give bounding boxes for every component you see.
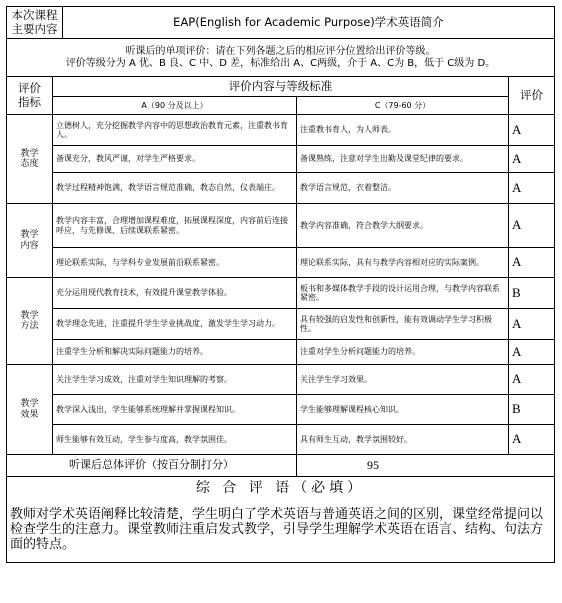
rating-cell[interactable]: B [509,395,555,425]
evaluation-form [6,6,555,563]
indicator-header: 评价 指标 [7,77,53,115]
criterion-c: 注重教书育人，为人师表。 [297,115,509,146]
grade-a-header: A（90 分及以上） [53,97,297,115]
rating-cell[interactable]: A [509,146,555,173]
criterion-a: 教学理念先进，注重提升学生学业挑战度，激发学生学习动力。 [53,309,297,340]
overall-score[interactable]: 95 [297,455,555,477]
criterion-c: 教学内容准确，符合教学大纲要求。 [297,204,509,248]
rating-cell[interactable]: B [509,278,555,309]
criterion-a: 师生能够有效互动，学生参与度高，教学氛围佳。 [53,425,297,455]
rating-cell[interactable]: A [509,309,555,340]
content-standard-header: 评价内容与等级标准 [53,77,509,97]
rating-cell[interactable]: A [509,204,555,248]
instructions [7,39,555,77]
course-label: 本次课程 主要内容 [7,7,63,39]
course-title: EAP(English for Academic Purpose)学术英语简介 [63,7,555,39]
criterion-c: 具有师生互动，教学氛围较好。 [297,425,509,455]
category-method: 教学 方法 [7,278,53,365]
rating-cell[interactable]: A [509,248,555,278]
criterion-c: 理论联系实际，具有与教学内容相对应的实际案例。 [297,248,509,278]
summary-title: 综 合 评 语（必填） [7,477,555,499]
criterion-a: 教学深入浅出，学生能够系统理解并掌握课程知识。 [53,395,297,425]
criterion-c: 教学语言规范，衣着整洁。 [297,173,509,204]
instruction-line-1: 听课后的单项评价：请在下列各题之后的相应评分位置给出评价等级。 [125,46,436,57]
criterion-c: 注重对学生分析问题能力的培养。 [297,340,509,365]
criterion-c: 备课熟练，注意对学生出勤及课堂纪律的要求。 [297,146,509,173]
grade-c-header: C（79-60 分） [297,97,509,115]
summary-text[interactable]: 教师对学术英语阐释比较清楚，学生明白了学术英语与普通英语之间的区别，课堂经常提问以检查学生的注意力。课堂教师注重启发式教学，引导学生理解学术英语在语言、结构、句法方面的特点。 [7,499,555,563]
criterion-a: 理论联系实际，与学科专业发展前沿联系紧密。 [53,248,297,278]
instruction-line-2: 评价等级分为 A 优、B 良、C 中、D 差，标准给出 A、C两级，介于 A、C为 B，低于 C级为 D。 [65,57,496,69]
criterion-c: 板书和多媒体教学手段的设计运用合理，与教学内容联系紧密。 [297,278,509,309]
category-attitude: 教学 态度 [7,115,53,204]
criterion-c: 学生能够理解课程核心知识。 [297,395,509,425]
rating-cell[interactable]: A [509,173,555,204]
rating-cell[interactable]: A [509,365,555,395]
criterion-a: 教学内容丰富，合理增加课程难度，拓展课程深度，内容前后连接呼应，与先修课、后续课联系紧密。 [53,204,297,248]
rating-cell[interactable]: A [509,115,555,146]
criterion-a: 关注学生学习成效，注重对学生知识理解的考察。 [53,365,297,395]
criterion-a: 充分运用现代教育技术，有效提升课堂教学体验。 [53,278,297,309]
criterion-c: 具有较强的启发性和创新性，能有效调动学生学习积极性。 [297,309,509,340]
criterion-a: 教学过程精神饱满，教学语言规范准确，教态自然，仪表端庄。 [53,173,297,204]
category-content: 教学 内容 [7,204,53,278]
criterion-a: 备课充分，教风严谨，对学生严格要求。 [53,146,297,173]
rating-cell[interactable]: A [509,340,555,365]
category-effect: 教学 效果 [7,365,53,455]
criterion-c: 关注学生学习效果。 [297,365,509,395]
rating-cell[interactable]: A [509,425,555,455]
criterion-a: 注重学生分析和解决实际问题能力的培养。 [53,340,297,365]
criterion-a: 立德树人，充分挖掘教学内容中的思想政治教育元素，注重教书育人。 [53,115,297,146]
overall-label: 听课后总体评价（按百分制打分） [7,455,297,477]
rating-header: 评价 [509,77,555,115]
